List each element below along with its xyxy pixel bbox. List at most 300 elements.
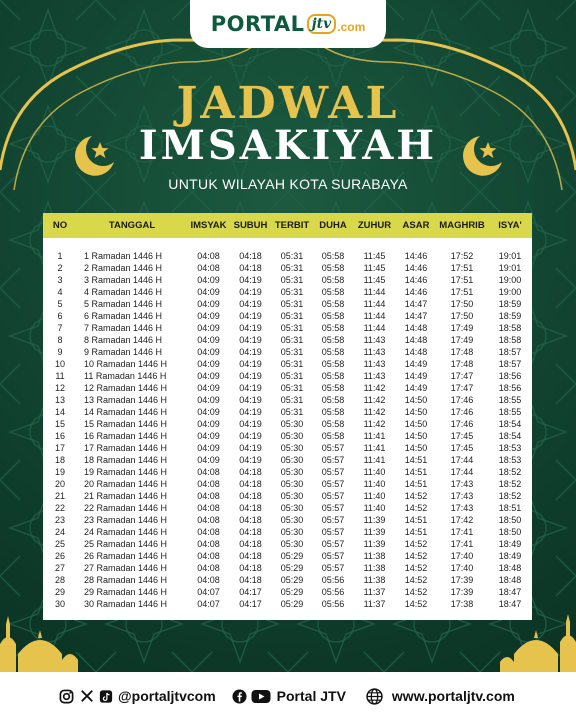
table-cell: 05:30 (280, 419, 304, 429)
title-imsakiyah: IMSAKIYAH (138, 122, 438, 169)
table-cell: 17 (54, 443, 65, 453)
table-cell: 18:57 (498, 347, 522, 357)
table-cell: 05:30 (280, 479, 304, 489)
table-cell: 04:09 (197, 299, 220, 309)
table-cell: 18:58 (498, 335, 522, 345)
table-cell: 18:56 (498, 371, 522, 381)
table-cell: 18:47 (498, 587, 522, 597)
table-row (43, 490, 532, 502)
table-cell: 05:57 (321, 539, 345, 549)
table-cell: 11:44 (363, 311, 386, 321)
table-cell: 04:19 (239, 443, 262, 453)
table-cell: 14:49 (404, 383, 428, 393)
table-cell: 04:19 (239, 323, 262, 333)
table-cell: 14:46 (404, 251, 428, 261)
table-cell: 04:08 (197, 527, 220, 537)
table-cell: 05:31 (280, 287, 304, 297)
table-cell: 30 (54, 599, 65, 609)
table-cell: 14:50 (404, 407, 428, 417)
table-cell: 6 (57, 311, 63, 321)
table-row (43, 286, 532, 298)
table-cell: 18 Ramadan 1446 H (84, 455, 168, 465)
table-cell: 11:45 (363, 251, 386, 261)
table-cell: 04:09 (197, 287, 220, 297)
table-cell: 11 (55, 371, 65, 381)
table-cell: 13 Ramadan 1446 H (84, 395, 168, 405)
table-cell: 8 Ramadan 1446 H (84, 335, 163, 345)
table-cell: 17:46 (450, 407, 474, 417)
table-cell: 25 (54, 539, 65, 549)
table-cell: 18:52 (498, 491, 522, 501)
column-header: ASAR (402, 220, 430, 231)
table-row (43, 358, 532, 370)
table-cell: 04:09 (197, 383, 220, 393)
table-row (43, 274, 532, 286)
table-cell: 17:47 (450, 371, 474, 381)
table-cell: 05:57 (321, 515, 345, 525)
table-cell: 04:18 (239, 491, 262, 501)
table-cell: 05:31 (280, 359, 304, 369)
table-cell: 05:31 (280, 299, 304, 309)
table-cell: 04:09 (197, 359, 220, 369)
table-cell: 11:43 (363, 371, 386, 381)
table-cell: 11 Ramadan 1446 H (84, 371, 167, 381)
table-cell: 05:56 (321, 575, 345, 585)
table-cell: 14:51 (404, 527, 428, 537)
table-cell: 05:29 (280, 599, 304, 609)
table-cell: 04:18 (239, 551, 262, 561)
table-cell: 19 (54, 467, 65, 477)
table-cell: 17:40 (450, 551, 474, 561)
table-cell: 04:18 (239, 563, 262, 573)
table-cell: 11:40 (363, 479, 386, 489)
table-cell: 18:50 (498, 515, 522, 525)
table-cell: 5 Ramadan 1446 H (84, 299, 163, 309)
table-cell: 05:58 (321, 359, 345, 369)
table-row (43, 310, 532, 322)
table-cell: 11:40 (363, 491, 386, 501)
column-header: IMSYAK (190, 220, 227, 231)
table-cell: 04:09 (197, 395, 220, 405)
table-cell: 05:31 (280, 263, 304, 273)
table-cell: 24 (54, 527, 65, 537)
table-cell: 11:45 (363, 275, 386, 285)
table-cell: 11:42 (363, 395, 386, 405)
table-cell: 16 (54, 431, 65, 441)
table-cell: 05:31 (280, 311, 304, 321)
table-cell: 14:50 (404, 419, 428, 429)
table-cell: 14:50 (404, 443, 428, 453)
table-cell: 05:57 (321, 467, 345, 477)
table-cell: 04:19 (239, 407, 262, 417)
table-cell: 22 (54, 503, 65, 513)
table-cell: 29 Ramadan 1446 H (84, 587, 168, 597)
table-cell: 17:45 (450, 443, 474, 453)
table-cell: 17:43 (450, 491, 474, 501)
table-cell: 05:58 (321, 395, 345, 405)
mosque-silhouette-icon (500, 604, 576, 672)
table-cell: 18:52 (498, 467, 522, 477)
instagram-icon[interactable] (59, 689, 74, 704)
table-cell: 14:52 (404, 599, 428, 609)
table-cell: 04:19 (239, 431, 262, 441)
table-row (43, 514, 532, 526)
table-cell: 26 Ramadan 1446 H (84, 551, 168, 561)
table-cell: 11:41 (363, 443, 386, 453)
table-cell: 04:17 (239, 587, 262, 597)
portal-jtv-logo[interactable] (190, 0, 386, 48)
table-cell: 19:01 (498, 251, 522, 261)
column-header: ISYA' (498, 220, 522, 231)
table-cell: 04:09 (197, 275, 220, 285)
table-row (43, 526, 532, 538)
schedule-table (43, 213, 532, 610)
table-cell: 14:48 (404, 323, 428, 333)
table-cell: 20 (54, 479, 65, 489)
table-row (43, 478, 532, 490)
table-row (43, 334, 532, 346)
table-cell: 04:18 (239, 467, 262, 477)
table-row (43, 418, 532, 430)
table-cell: 14:48 (404, 335, 428, 345)
table-body (43, 238, 532, 610)
table-cell: 18:52 (498, 479, 522, 489)
table-cell: 12 Ramadan 1446 H (84, 383, 168, 393)
table-cell: 14 Ramadan 1446 H (84, 407, 168, 417)
table-cell: 04:08 (197, 515, 220, 525)
table-cell: 17:50 (450, 299, 474, 309)
table-cell: 05:31 (280, 383, 304, 393)
table-cell: 17:52 (450, 251, 474, 261)
table-cell: 05:58 (321, 299, 345, 309)
subtitle-region: UNTUK WILAYAH KOTA SURABAYA (168, 176, 408, 192)
table-cell: 22 Ramadan 1446 H (84, 503, 168, 513)
table-cell: 05:29 (280, 575, 304, 585)
table-cell: 25 Ramadan 1446 H (84, 539, 168, 549)
table-cell: 05:30 (280, 443, 304, 453)
table-cell: 14:52 (404, 503, 428, 513)
table-cell: 18:59 (498, 299, 522, 309)
table-cell: 18:51 (498, 503, 522, 513)
table-cell: 11:42 (363, 419, 386, 429)
table-cell: 18:50 (498, 527, 522, 537)
table-cell: 17:51 (450, 275, 474, 285)
table-row (43, 250, 532, 262)
table-header-row (43, 213, 532, 238)
youtube-icon[interactable] (251, 689, 271, 704)
table-cell: 14:46 (404, 263, 428, 273)
table-cell: 04:19 (239, 383, 262, 393)
table-cell: 04:19 (239, 335, 262, 345)
table-cell: 04:19 (239, 359, 262, 369)
table-cell: 11:45 (363, 263, 386, 273)
table-cell: 14:50 (404, 431, 428, 441)
table-cell: 14:49 (404, 371, 428, 381)
table-cell: 05:57 (321, 551, 345, 561)
table-cell: 28 Ramadan 1446 H (84, 575, 168, 585)
table-cell: 11:41 (363, 455, 386, 465)
table-row (43, 538, 532, 550)
table-cell: 18:48 (498, 563, 522, 573)
table-cell: 11:37 (363, 587, 386, 597)
table-cell: 9 (57, 347, 63, 357)
table-cell: 14:51 (404, 515, 428, 525)
table-cell: 14:46 (404, 275, 428, 285)
table-cell: 14:51 (404, 467, 428, 477)
table-cell: 05:57 (321, 563, 345, 573)
table-cell: 14:48 (404, 347, 428, 357)
table-cell: 05:58 (321, 431, 345, 441)
website-link[interactable]: www.portaljtv.com (391, 688, 515, 704)
table-cell: 2 (57, 263, 63, 273)
table-cell: 05:57 (321, 443, 345, 453)
x-icon[interactable] (80, 689, 94, 703)
table-cell: 3 (57, 275, 63, 285)
table-row (43, 466, 532, 478)
table-cell: 05:30 (280, 491, 304, 501)
table-cell: 4 Ramadan 1446 H (84, 287, 163, 297)
table-cell: 14:46 (404, 287, 428, 297)
table-cell: 13 (54, 395, 65, 405)
table-row (43, 298, 532, 310)
table-cell: 04:09 (197, 311, 220, 321)
table-cell: 04:09 (197, 443, 220, 453)
table-row (43, 562, 532, 574)
table-cell: 17:42 (450, 515, 474, 525)
column-header: NO (52, 220, 68, 231)
table-cell: 30 Ramadan 1446 H (84, 599, 168, 609)
table-cell: 24 Ramadan 1446 H (84, 527, 168, 537)
table-cell: 17:43 (450, 503, 474, 513)
table-cell: 05:30 (280, 431, 304, 441)
table-cell: 05:31 (280, 275, 304, 285)
channel-name[interactable]: Portal JTV (276, 688, 346, 704)
table-cell: 04:09 (197, 407, 220, 417)
table-cell: 04:17 (239, 599, 262, 609)
table-cell: 04:09 (197, 335, 220, 345)
table-cell: 04:07 (197, 599, 220, 609)
table-cell: 17:44 (450, 467, 474, 477)
table-cell: 05:31 (280, 407, 304, 417)
table-cell: 17:51 (450, 287, 474, 297)
table-cell: 14:52 (404, 575, 428, 585)
schedule-table-container (43, 213, 532, 620)
table-cell: 11:39 (363, 515, 386, 525)
table-cell: 14:52 (404, 551, 428, 561)
table-cell: 27 (54, 563, 65, 573)
table-cell: 9 Ramadan 1446 H (84, 347, 163, 357)
table-cell: 18:47 (498, 599, 522, 609)
table-cell: 16 Ramadan 1446 H (84, 431, 168, 441)
table-cell: 05:30 (280, 503, 304, 513)
table-cell: 11:43 (363, 347, 386, 357)
table-row (43, 406, 532, 418)
table-cell: 04:08 (197, 503, 220, 513)
table-cell: 04:18 (239, 575, 262, 585)
table-cell: 04:19 (239, 455, 262, 465)
table-cell: 18:55 (498, 407, 522, 417)
table-cell: 05:30 (280, 467, 304, 477)
table-cell: 17:41 (450, 527, 474, 537)
table-cell: 05:57 (321, 527, 345, 537)
table-cell: 3 Ramadan 1446 H (84, 275, 163, 285)
facebook-icon[interactable] (232, 689, 247, 704)
table-cell: 11:43 (363, 359, 386, 369)
table-cell: 05:58 (321, 275, 345, 285)
table-cell: 04:08 (197, 491, 220, 501)
table-cell: 04:19 (239, 311, 262, 321)
table-cell: 05:57 (321, 503, 345, 513)
table-cell: 11:40 (363, 503, 386, 513)
table-cell: 11:38 (363, 551, 386, 561)
table-cell: 04:18 (239, 515, 262, 525)
table-cell: 05:58 (321, 335, 345, 345)
table-cell: 6 Ramadan 1446 H (84, 311, 163, 321)
table-cell: 05:58 (321, 419, 345, 429)
table-cell: 04:19 (239, 419, 262, 429)
table-cell: 17:41 (450, 539, 474, 549)
table-cell: 17:49 (450, 323, 474, 333)
table-cell: 05:58 (321, 251, 345, 261)
table-cell: 04:09 (197, 419, 220, 429)
table-cell: 05:30 (280, 539, 304, 549)
column-header: ZUHUR (357, 220, 392, 231)
table-cell: 18:49 (498, 539, 522, 549)
column-header: TANGGAL (108, 220, 156, 231)
table-cell: 18:55 (498, 395, 522, 405)
social-handle[interactable]: @portaljtvcom (118, 688, 216, 704)
table-cell: 18:56 (498, 383, 522, 393)
table-cell: 17 Ramadan 1446 H (84, 443, 168, 453)
table-cell: 2 Ramadan 1446 H (84, 263, 163, 273)
table-row (43, 262, 532, 274)
table-row (43, 382, 532, 394)
table-cell: 10 (54, 359, 65, 369)
table-cell: 11:44 (363, 323, 386, 333)
table-cell: 04:19 (239, 299, 262, 309)
table-cell: 04:19 (239, 347, 262, 357)
table-row (43, 454, 532, 466)
table-cell: 04:19 (239, 371, 262, 381)
table-cell: 04:08 (197, 539, 220, 549)
table-cell: 18:53 (498, 443, 522, 453)
table-cell: 17:47 (450, 383, 474, 393)
table-cell: 11:37 (363, 599, 386, 609)
table-cell: 04:19 (239, 287, 262, 297)
table-cell: 04:18 (239, 539, 262, 549)
table-cell: 7 Ramadan 1446 H (84, 323, 163, 333)
table-cell: 17:46 (450, 395, 474, 405)
table-cell: 17:40 (450, 563, 474, 573)
table-cell: 05:31 (280, 251, 304, 261)
table-cell: 19:00 (498, 287, 522, 297)
table-cell: 23 Ramadan 1446 H (84, 515, 168, 525)
table-cell: 14:52 (404, 587, 428, 597)
table-row (43, 586, 532, 598)
table-cell: 04:08 (197, 263, 220, 273)
table-cell: 10 Ramadan 1446 H (84, 359, 168, 369)
table-cell: 14:50 (404, 395, 428, 405)
table-cell: 11:44 (363, 287, 386, 297)
table-cell: 17:51 (450, 263, 474, 273)
table-cell: 05:30 (280, 455, 304, 465)
table-cell: 05:58 (321, 323, 345, 333)
table-cell: 17:44 (450, 455, 474, 465)
title-jadwal: JADWAL (176, 78, 400, 129)
table-cell: 1 Ramadan 1446 H (84, 251, 163, 261)
table-cell: 05:58 (321, 383, 345, 393)
table-cell: 14:52 (404, 539, 428, 549)
footer-bar (0, 672, 576, 720)
table-cell: 7 (57, 323, 63, 333)
table-cell: 21 (54, 491, 65, 501)
table-row (43, 574, 532, 586)
table-cell: 04:09 (197, 323, 220, 333)
table-cell: 05:30 (280, 515, 304, 525)
mosque-silhouette-icon (0, 604, 80, 672)
table-cell: 12 (54, 383, 65, 393)
table-cell: 21 Ramadan 1446 H (84, 491, 168, 501)
table-cell: 8 (57, 335, 63, 345)
table-cell: 04:08 (197, 467, 220, 477)
table-cell: 18:59 (498, 311, 522, 321)
table-cell: 04:09 (197, 371, 220, 381)
table-cell: 04:08 (197, 575, 220, 585)
table-spacer (43, 238, 532, 250)
table-cell: 04:09 (197, 455, 220, 465)
table-cell: 05:31 (280, 323, 304, 333)
table-cell: 17:49 (450, 335, 474, 345)
table-cell: 14:52 (404, 563, 428, 573)
table-cell: 11:38 (363, 563, 386, 573)
table-cell: 14:51 (404, 455, 428, 465)
table-cell: 11:40 (363, 467, 386, 477)
table-cell: 05:58 (321, 287, 345, 297)
tiktok-icon[interactable] (99, 689, 113, 704)
table-cell: 04:18 (239, 263, 262, 273)
table-cell: 14:51 (404, 479, 428, 489)
table-cell: 05:31 (280, 371, 304, 381)
table-cell: 04:08 (197, 251, 220, 261)
table-cell: 19:00 (498, 275, 522, 285)
table-cell: 17:39 (450, 575, 474, 585)
table-cell: 11:41 (363, 431, 386, 441)
table-cell: 05:58 (321, 311, 345, 321)
table-cell: 04:07 (197, 587, 220, 597)
table-cell: 04:09 (197, 347, 220, 357)
table-cell: 18:48 (498, 575, 522, 585)
table-cell: 04:08 (197, 563, 220, 573)
table-cell: 05:56 (321, 587, 345, 597)
table-cell: 4 (57, 287, 63, 297)
table-cell: 15 (54, 419, 65, 429)
table-cell: 05:58 (321, 347, 345, 357)
table-cell: 17:46 (450, 419, 474, 429)
globe-icon[interactable] (366, 688, 383, 705)
table-cell: 05:57 (321, 479, 345, 489)
table-row (43, 598, 532, 610)
table-cell: 18 (54, 455, 65, 465)
table-cell: 17:39 (450, 587, 474, 597)
table-cell: 18:53 (498, 455, 522, 465)
table-cell: 05:31 (280, 347, 304, 357)
table-cell: 05:56 (321, 599, 345, 609)
table-cell: 17:48 (450, 347, 474, 357)
logo-jtv-text: jtv (307, 14, 337, 34)
table-cell: 04:08 (197, 479, 220, 489)
table-row (43, 502, 532, 514)
table-cell: 04:18 (239, 479, 262, 489)
